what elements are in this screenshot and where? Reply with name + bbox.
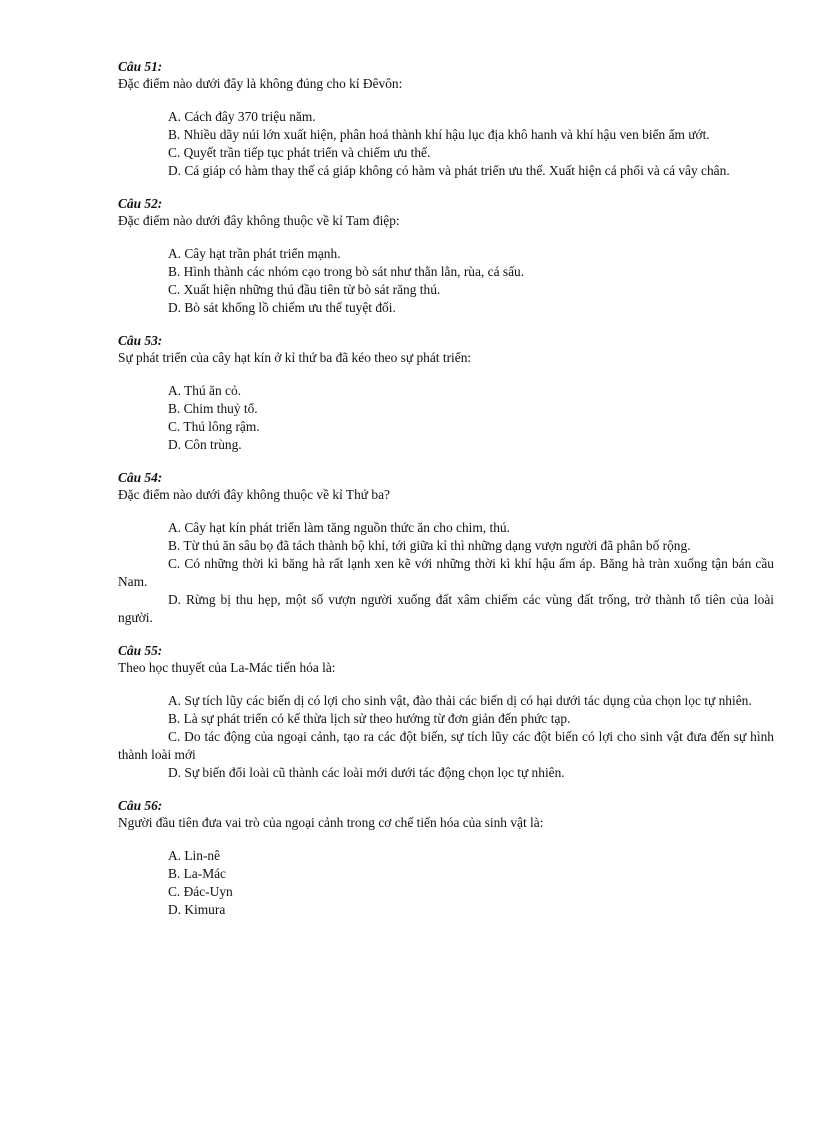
option-b: B. La-Mác bbox=[168, 866, 227, 881]
option-a: A. Cây hạt trần phát triển mạnh. bbox=[168, 246, 341, 261]
question-stem: Đặc điểm nào dưới đây không thuộc về kỉ Tam điệp: bbox=[118, 213, 400, 228]
option-a: A. Cách đây 370 triệu năm. bbox=[168, 109, 316, 124]
option-c: C. Thú lông rậm. bbox=[168, 419, 260, 434]
question-51 bbox=[118, 58, 774, 180]
question-54 bbox=[118, 469, 774, 627]
question-stem: Sự phát triển của cây hạt kín ở kỉ thứ ba đã kéo theo sự phát triển: bbox=[118, 350, 472, 365]
question-title: Câu 52: bbox=[118, 196, 163, 211]
question-title: Câu 54: bbox=[118, 470, 163, 485]
option-d: D. Sự biến đổi loài cũ thành các loài mới dưới tác động chọn lọc tự nhiên. bbox=[168, 765, 565, 780]
option-b: B. Nhiều dãy núi lớn xuất hiện, phân hoá thành khí hậu lục địa khô hanh và khí hậu ven biển ẩm ướt. bbox=[168, 127, 710, 142]
question-stem: Theo học thuyết của La-Mác tiến hóa là: bbox=[118, 660, 336, 675]
option-a: A. Cây hạt kín phát triển làm tăng nguồn thức ăn cho chim, thú. bbox=[168, 520, 510, 535]
question-title: Câu 56: bbox=[118, 798, 163, 813]
question-53 bbox=[118, 332, 774, 454]
option-d: D. Cá giáp có hàm thay thế cá giáp không có hàm và phát triển ưu thế. Xuất hiện cá phổi và cá vây chân. bbox=[168, 163, 730, 178]
question-stem: Người đầu tiên đưa vai trò của ngoại cảnh trong cơ chế tiến hóa của sinh vật là: bbox=[118, 815, 544, 830]
option-c: C. Do tác động của ngoại cảnh, tạo ra các đột biến, sự tích lũy các đột biến có lợi cho sinh vật đưa đến sự hình thành loài mới bbox=[118, 729, 774, 762]
option-d: D. Bò sát khổng lồ chiếm ưu thế tuyệt đối. bbox=[168, 300, 396, 315]
option-c: C. Đác-Uyn bbox=[168, 884, 233, 899]
option-b: B. Là sự phát triển có kế thừa lịch sử theo hướng từ đơn giản đến phức tạp. bbox=[168, 711, 571, 726]
document-page bbox=[118, 58, 774, 934]
question-stem: Đặc điểm nào dưới đây không thuộc về kỉ Thứ ba? bbox=[118, 487, 390, 502]
option-c: C. Xuất hiện những thú đầu tiên từ bò sát răng thú. bbox=[168, 282, 441, 297]
question-title: Câu 53: bbox=[118, 333, 163, 348]
option-d: D. Rừng bị thu hẹp, một số vượn người xuống đất xâm chiếm các vùng đất trống, trở thành tổ tiên của loài người. bbox=[118, 592, 774, 625]
option-b: B. Từ thú ăn sâu bọ đã tách thành bộ khỉ, tới giữa kỉ thì những dạng vượn người đã phân bố rộng. bbox=[168, 538, 691, 553]
question-title: Câu 51: bbox=[118, 59, 163, 74]
question-title: Câu 55: bbox=[118, 643, 163, 658]
option-a: A. Thú ăn cỏ. bbox=[168, 383, 242, 398]
question-52 bbox=[118, 195, 774, 317]
option-a: A. Lin-nê bbox=[168, 848, 221, 863]
option-d: D. Côn trùng. bbox=[168, 437, 242, 452]
question-55 bbox=[118, 642, 774, 782]
option-d: D. Kimura bbox=[168, 902, 226, 917]
option-a: A. Sự tích lũy các biến dị có lợi cho sinh vật, đào thải các biến dị có hại dưới tác dụng của chọn lọc tự nhiên. bbox=[168, 693, 752, 708]
question-56 bbox=[118, 797, 774, 919]
option-b: B. Hình thành các nhóm cạo trong bò sát như thằn lằn, rùa, cá sấu. bbox=[168, 264, 525, 279]
option-c: C. Có những thời kì băng hà rất lạnh xen kẽ với những thời kì khí hậu ấm áp. Băng hà tràn xuống tận bán cầu Nam. bbox=[118, 556, 774, 589]
question-stem: Đặc điểm nào dưới đây là không đúng cho kỉ Đêvôn: bbox=[118, 76, 403, 91]
option-c: C. Quyết trần tiếp tục phát triển và chiếm ưu thế. bbox=[168, 145, 431, 160]
option-b: B. Chim thuỷ tổ. bbox=[168, 401, 258, 416]
